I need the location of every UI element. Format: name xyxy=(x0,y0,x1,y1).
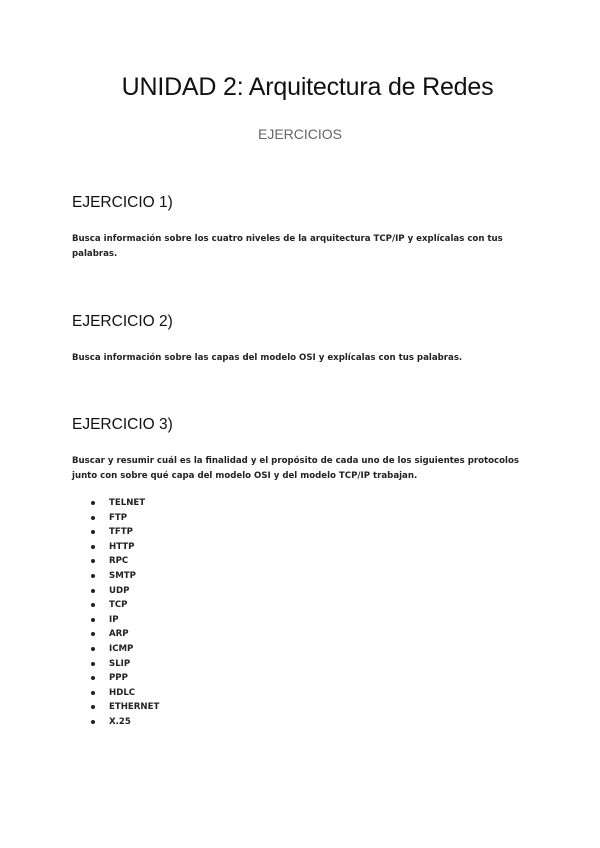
page-title: UNIDAD 2: Arquitectura de Redes xyxy=(121,73,494,101)
protocol-name: ETHERNET xyxy=(109,702,160,713)
list-item xyxy=(72,496,532,511)
list-item xyxy=(72,715,532,730)
list-item xyxy=(72,584,532,599)
list-item xyxy=(72,598,532,613)
protocol-name: IP xyxy=(109,614,119,625)
protocol-name: ARP xyxy=(109,629,129,640)
protocol-name: SMTP xyxy=(109,570,136,581)
protocol-name: HTTP xyxy=(109,541,135,552)
list-item xyxy=(72,686,532,701)
bullet-icon xyxy=(91,618,95,622)
protocol-name: HDLC xyxy=(109,687,136,698)
exercise-2-text: Busca información sobre las capas del modelo OSI y explícalas con tus palabras. xyxy=(72,353,463,363)
protocol-name: SLIP xyxy=(109,658,131,669)
bullet-icon xyxy=(91,603,95,607)
bullet-icon xyxy=(91,501,95,505)
exercise-3-section xyxy=(72,416,532,730)
list-item xyxy=(72,657,532,672)
exercise-3-text: Buscar y resumir cuál es la finalidad y el propósito de cada uno de los siguientes protocolos junto con sobre qué capa del modelo OSI y del modelo TCP/IP trabajan. xyxy=(72,456,520,481)
bullet-icon xyxy=(91,574,95,578)
bullet-icon xyxy=(91,559,95,563)
exercise-1-section xyxy=(72,194,532,262)
exercise-2-heading: EJERCICIO 2) xyxy=(72,313,173,330)
list-item xyxy=(72,511,532,526)
protocol-name: X.25 xyxy=(109,716,131,727)
protocol-name: ICMP xyxy=(109,643,134,654)
exercise-1-heading: EJERCICIO 1) xyxy=(72,194,173,211)
list-item xyxy=(72,554,532,569)
list-item xyxy=(72,627,532,642)
list-item xyxy=(72,613,532,628)
protocol-name: PPP xyxy=(109,673,128,684)
list-item xyxy=(72,671,532,686)
list-item xyxy=(72,642,532,657)
bullet-icon xyxy=(91,662,95,666)
bullet-icon xyxy=(91,691,95,695)
list-item xyxy=(72,540,532,555)
protocol-name: TCP xyxy=(109,600,128,611)
protocol-name: UDP xyxy=(109,585,130,596)
exercise-2-section xyxy=(72,313,532,366)
list-item xyxy=(72,700,532,715)
protocol-name: FTP xyxy=(109,512,128,523)
bullet-icon xyxy=(91,720,95,724)
page-subtitle: EJERCICIOS xyxy=(257,126,342,142)
protocol-name: TFTP xyxy=(109,527,133,538)
bullet-icon xyxy=(91,676,95,680)
exercise-3-heading: EJERCICIO 3) xyxy=(72,416,173,433)
list-item xyxy=(72,569,532,584)
bullet-icon xyxy=(91,647,95,651)
bullet-icon xyxy=(91,589,95,593)
bullet-icon xyxy=(91,705,95,709)
bullet-icon xyxy=(91,530,95,534)
protocol-name: TELNET xyxy=(109,498,146,508)
bullet-icon xyxy=(91,545,95,549)
protocol-name: RPC xyxy=(109,556,129,567)
bullet-icon xyxy=(91,632,95,636)
exercise-1-text: Busca información sobre los cuatro niveles de la arquitectura TCP/IP y explícalas con tus palabras. xyxy=(72,234,503,259)
bullet-icon xyxy=(91,516,95,520)
list-item xyxy=(72,525,532,540)
protocol-list xyxy=(72,496,532,730)
